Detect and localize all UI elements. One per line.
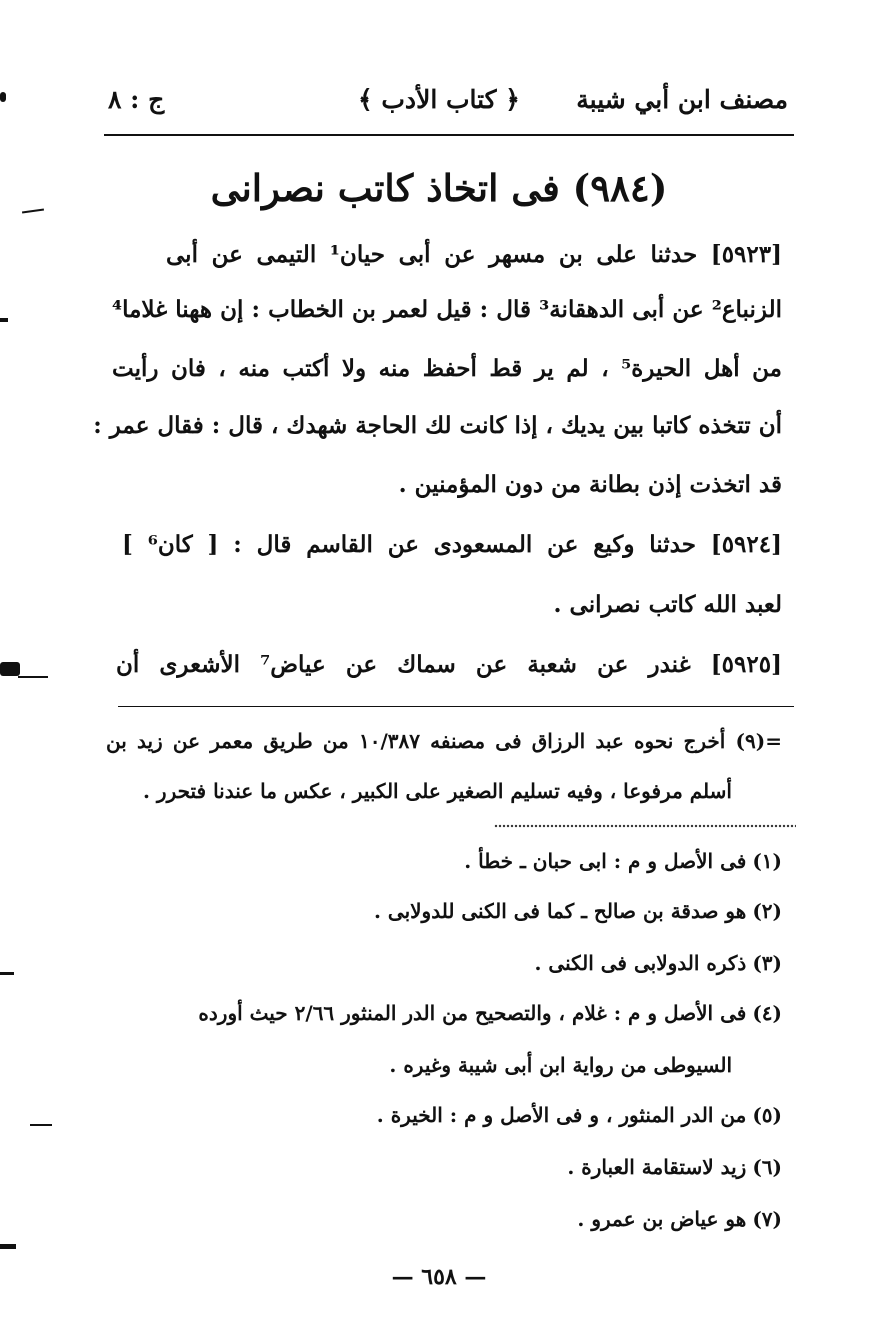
footnote-4 <box>118 998 782 1028</box>
footnote-text: هو صدقة بن صالح ـ كما فى الكنى للدولابى . <box>373 899 747 923</box>
footnote-6 <box>102 1152 782 1182</box>
hadith-5923-line-4: أن تتخذه كاتبا بين يديك ، إذا كانت لك الحاجة شهدك ، قال : فقال عمر : <box>93 412 782 439</box>
hadith-5925-line-1: [٥٩٢٥] غندر عن شعبة عن سماك عن عياض⁷ الأشعرى أن <box>116 651 782 678</box>
footnote-text: فى الأصل و م : ابى حبان ـ خطأ . <box>464 849 747 873</box>
scan-speck <box>18 676 48 678</box>
footnote-text: هو عياض بن عمرو . <box>577 1207 747 1231</box>
running-header-volume: ج : ٨ <box>108 85 165 114</box>
footnote-5 <box>102 1100 782 1130</box>
footnote-2 <box>102 896 782 926</box>
scan-speck <box>0 1244 16 1249</box>
hadith-5923-line-1: [٥٩٢٣] حدثنا على بن مسهر عن أبى حيان¹ التيمى عن أبى <box>166 241 782 268</box>
footnote-number: (٧) <box>752 1207 782 1231</box>
hadith-5923-line-5: قد اتخذت إذن بطانة من دون المؤمنين . <box>398 471 782 498</box>
footnote-separator <box>118 706 794 707</box>
scan-speck <box>0 318 8 322</box>
footnote-number: (٢) <box>752 899 782 923</box>
footnote-number: (٦) <box>752 1155 782 1179</box>
page-number: — ٦٥٨ — <box>391 1264 487 1290</box>
footnote-1 <box>102 846 782 876</box>
scan-speck <box>30 1124 52 1126</box>
wavy-divider <box>494 824 796 828</box>
footnote-text: ذكره الدولابى فى الكنى . <box>534 951 747 975</box>
hadith-5924-line-1: [٥٩٢٤] حدثنا وكيع عن المسعودى عن القاسم قال : [ كان⁶ ] <box>122 531 782 558</box>
footnote-7 <box>102 1204 782 1234</box>
footnote-number: (٥) <box>752 1103 782 1127</box>
carried-note-line-2: أسلم مرفوعا ، وفيه تسليم الصغير على الكبير ، عكس ما عندنا فتحرر . <box>142 779 732 803</box>
header-rule <box>104 134 794 136</box>
hadith-5923-line-2: الزنباع² عن أبى الدهقانة³ قال : قيل لعمر بن الخطاب : إن ههنا غلاما⁴ <box>112 296 782 323</box>
hadith-5924-line-2: لعبد الله كاتب نصرانى . <box>553 591 782 618</box>
scan-speck <box>0 92 6 102</box>
footnote-4-continuation: السيوطى من رواية ابن أبى شيبة وغيره . <box>389 1053 732 1077</box>
hadith-5923-line-3: من أهل الحيرة⁵ ، لم ير قط أحفظ منه ولا أكتب منه ، فان رأيت <box>112 355 783 382</box>
scan-speck <box>0 662 20 676</box>
footnote-3 <box>102 948 782 978</box>
footnote-text: من الدر المنثور ، و فى الأصل و م : الخيرة . <box>376 1103 747 1127</box>
chapter-heading: (٩٨٤) فى اتخاذ كاتب نصرانى <box>210 166 668 210</box>
running-header-section: ﴿ كتاب الأدب ﴾ <box>358 85 520 114</box>
footnote-text: زيد لاستقامة العبارة . <box>567 1155 747 1179</box>
scan-speck <box>0 972 14 975</box>
carried-note-line-1: =(٩) أخرج نحوه عبد الرزاق فى مصنفه ١٠/٣٨٧ من طريق معمر عن زيد بن <box>106 729 782 753</box>
footnote-number: (٤) <box>752 1001 782 1025</box>
running-header-book-title: مصنف ابن أبي شيبة <box>576 85 788 114</box>
footnote-number: (٣) <box>752 951 782 975</box>
footnote-text: فى الأصل و م : غلام ، والتصحيح من الدر المنثور ٢/٦٦ حيث أورده <box>198 1001 747 1025</box>
footnote-number: (١) <box>752 849 782 873</box>
